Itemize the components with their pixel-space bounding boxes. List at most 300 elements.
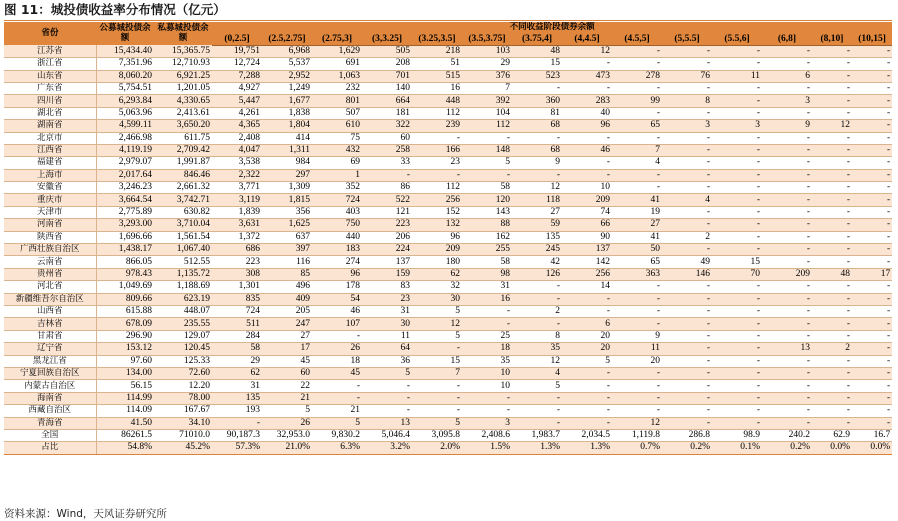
bucket-value-cell: - (712, 132, 762, 144)
bucket-value-cell: 297 (262, 169, 312, 181)
bucket-value-cell: 12 (512, 182, 562, 194)
bucket-value-cell: 57.3% (212, 442, 262, 454)
bucket-value-cell: - (662, 405, 712, 417)
bucket-value-cell: 25 (462, 330, 512, 342)
header-bucket: (4,4.5] (562, 33, 612, 45)
bucket-value-cell: - (512, 392, 562, 404)
private-balance-cell: 1,201.05 (154, 82, 212, 94)
bucket-value-cell: 5,046.4 (362, 429, 412, 441)
bucket-value-cell: 9,830.2 (312, 429, 362, 441)
bucket-value-cell: 135 (212, 392, 262, 404)
bucket-value-cell: 3,119 (212, 194, 262, 206)
bucket-value-cell: 18 (462, 343, 512, 355)
bucket-value-cell: - (662, 392, 712, 404)
bucket-value-cell: 1,301 (212, 281, 262, 293)
bucket-value-cell: - (762, 144, 812, 156)
bucket-value-cell: 7,288 (212, 70, 262, 82)
bucket-value-cell: 274 (312, 256, 362, 268)
header-private-balance: 私募城投债余额 (154, 22, 212, 45)
bucket-value-cell: - (762, 169, 812, 181)
private-balance-cell: 1,067.40 (154, 244, 212, 256)
bucket-value-cell: - (712, 219, 762, 231)
bucket-value-cell: 2 (812, 343, 852, 355)
bucket-value-cell: - (712, 405, 762, 417)
private-balance-cell: 12,710.93 (154, 58, 212, 70)
bucket-value-cell: - (662, 293, 712, 305)
bucket-value-cell: 5 (512, 380, 562, 392)
source-note: 资料来源：Wind，天风证券研究所 (4, 508, 167, 520)
bucket-value-cell: 21 (262, 392, 312, 404)
province-cell: 黑龙江省 (4, 355, 96, 367)
private-balance-cell: 3,650.20 (154, 120, 212, 132)
bucket-value-cell: - (512, 293, 562, 305)
bucket-value-cell: 511 (212, 318, 262, 330)
bucket-value-cell: - (812, 169, 852, 181)
bucket-value-cell: - (662, 144, 712, 156)
bucket-value-cell: - (762, 281, 812, 293)
bucket-value-cell: - (662, 219, 712, 231)
bucket-value-cell: - (812, 157, 852, 169)
bucket-value-cell: 724 (212, 305, 262, 317)
bucket-value-cell: - (312, 392, 362, 404)
private-balance-cell: 34.10 (154, 417, 212, 429)
bucket-value-cell: - (852, 95, 892, 107)
bucket-value-cell: 166 (412, 144, 462, 156)
bucket-value-cell: - (712, 330, 762, 342)
bucket-value-cell: 88 (462, 219, 512, 231)
bucket-value-cell: 5 (562, 355, 612, 367)
bucket-value-cell: 1,815 (262, 194, 312, 206)
bucket-value-cell: - (762, 107, 812, 119)
bucket-value-cell: - (852, 318, 892, 330)
bucket-value-cell: 6 (562, 318, 612, 330)
bucket-value-cell: 126 (512, 268, 562, 280)
bucket-value-cell: - (562, 293, 612, 305)
private-balance-cell: 72.60 (154, 367, 212, 379)
private-balance-cell: 2,661.32 (154, 182, 212, 194)
bucket-value-cell: 41 (612, 194, 662, 206)
bucket-value-cell: 1,804 (262, 120, 312, 132)
bucket-value-cell: - (512, 82, 562, 94)
bucket-value-cell: 10 (462, 367, 512, 379)
table-row (4, 343, 892, 355)
bucket-value-cell: - (712, 45, 762, 57)
bucket-value-cell: 20 (562, 343, 612, 355)
bucket-value-cell: 17 (262, 343, 312, 355)
bucket-value-cell: - (812, 70, 852, 82)
bucket-value-cell: - (712, 157, 762, 169)
bucket-value-cell: - (852, 256, 892, 268)
bucket-value-cell: - (762, 405, 812, 417)
bucket-value-cell: 152 (412, 206, 462, 218)
bucket-value-cell: - (762, 219, 812, 231)
bucket-value-cell: 9 (512, 157, 562, 169)
bucket-value-cell: 99 (612, 95, 662, 107)
bucket-value-cell: 1,309 (262, 182, 312, 194)
bucket-value-cell: - (712, 318, 762, 330)
province-cell: 山东省 (4, 70, 96, 82)
bucket-value-cell: 637 (262, 231, 312, 243)
bucket-value-cell: 12 (612, 417, 662, 429)
bucket-value-cell: 2 (662, 231, 712, 243)
public-balance-cell: 5,754.51 (96, 82, 154, 94)
bucket-value-cell: - (562, 392, 612, 404)
province-cell: 辽宁省 (4, 343, 96, 355)
bucket-value-cell: 42 (512, 256, 562, 268)
table-row (4, 392, 892, 404)
bucket-value-cell: - (512, 281, 562, 293)
bucket-value-cell: - (612, 58, 662, 70)
bucket-value-cell: 4,047 (212, 144, 262, 156)
public-balance-cell: 3,664.54 (96, 194, 154, 206)
private-balance-cell: 3,742.71 (154, 194, 212, 206)
bucket-value-cell: 209 (562, 194, 612, 206)
bucket-value-cell: 245 (512, 244, 562, 256)
table-body (4, 45, 892, 454)
bucket-value-cell: - (762, 330, 812, 342)
bucket-value-cell: - (812, 405, 852, 417)
bucket-value-cell: - (462, 305, 512, 317)
header-bucket: (3.5,3.75] (462, 33, 512, 45)
bucket-value-cell: - (812, 45, 852, 57)
private-balance-cell: 512.55 (154, 256, 212, 268)
private-balance-cell: 1,135.72 (154, 268, 212, 280)
bucket-value-cell: 96 (562, 120, 612, 132)
bucket-value-cell: - (762, 293, 812, 305)
bucket-value-cell: - (662, 380, 712, 392)
province-cell: 湖北省 (4, 107, 96, 119)
table-row (4, 45, 892, 57)
bucket-value-cell: 120 (462, 194, 512, 206)
bucket-value-cell: 81 (512, 107, 562, 119)
bucket-value-cell: 12 (412, 318, 462, 330)
bucket-value-cell: - (662, 367, 712, 379)
bucket-value-cell: - (852, 405, 892, 417)
table-row (4, 82, 892, 94)
table-row (4, 293, 892, 305)
bucket-value-cell: 46 (562, 144, 612, 156)
private-balance-cell: 125.33 (154, 355, 212, 367)
bucket-value-cell: - (852, 367, 892, 379)
bucket-value-cell: - (462, 169, 512, 181)
bucket-value-cell: 691 (312, 58, 362, 70)
bucket-value-cell: - (612, 367, 662, 379)
bucket-value-cell: 0.2% (662, 442, 712, 454)
bucket-value-cell: - (852, 380, 892, 392)
bucket-value-cell: 286.8 (662, 429, 712, 441)
bucket-value-cell: 414 (262, 132, 312, 144)
bucket-value-cell: 10 (462, 380, 512, 392)
bucket-value-cell: 112 (412, 182, 462, 194)
bucket-value-cell: 62 (412, 268, 462, 280)
header-bucket: (10,15] (852, 33, 892, 45)
bucket-value-cell: - (712, 194, 762, 206)
bucket-value-cell: 750 (312, 219, 362, 231)
province-cell: 安徽省 (4, 182, 96, 194)
public-balance-cell: 2,466.98 (96, 132, 154, 144)
bucket-value-cell: 206 (362, 231, 412, 243)
province-cell: 河北省 (4, 281, 96, 293)
public-balance-cell: 86261.5 (96, 429, 154, 441)
bucket-value-cell: 20 (562, 330, 612, 342)
province-cell: 重庆市 (4, 194, 96, 206)
bucket-value-cell: 45 (312, 367, 362, 379)
bucket-value-cell: 137 (362, 256, 412, 268)
bucket-value-cell: - (762, 231, 812, 243)
bucket-value-cell: 2,408 (212, 132, 262, 144)
bucket-value-cell: - (712, 169, 762, 181)
bucket-value-cell: 48 (512, 45, 562, 57)
figure-title: 图 11：城投债收益率分布情况（亿元） (4, 2, 226, 17)
bucket-value-cell: 1,839 (212, 206, 262, 218)
bucket-value-cell: 209 (762, 268, 812, 280)
province-cell: 山西省 (4, 305, 96, 317)
province-cell: 西藏自治区 (4, 405, 96, 417)
bucket-value-cell: 610 (312, 120, 362, 132)
table-row (4, 144, 892, 156)
bucket-value-cell: - (462, 392, 512, 404)
bucket-value-cell: 32 (412, 281, 462, 293)
bucket-value-cell: - (612, 405, 662, 417)
public-balance-cell: 678.09 (96, 318, 154, 330)
table-row (4, 380, 892, 392)
bucket-value-cell: - (812, 107, 852, 119)
bucket-value-cell: 7 (612, 144, 662, 156)
bucket-value-cell: 8 (512, 330, 562, 342)
public-balance-cell: 866.05 (96, 256, 154, 268)
public-balance-cell: 978.43 (96, 268, 154, 280)
bucket-value-cell: - (852, 120, 892, 132)
bucket-value-cell: - (662, 343, 712, 355)
bucket-value-cell: - (762, 194, 812, 206)
bucket-value-cell: - (762, 392, 812, 404)
table-row (4, 194, 892, 206)
bucket-value-cell: - (412, 392, 462, 404)
bucket-value-cell: - (852, 194, 892, 206)
public-balance-cell: 97.60 (96, 355, 154, 367)
bucket-value-cell: - (712, 305, 762, 317)
bucket-value-cell: 68 (512, 120, 562, 132)
public-balance-cell: 6,293.84 (96, 95, 154, 107)
bucket-value-cell: - (412, 169, 462, 181)
bucket-value-cell: 18 (312, 355, 362, 367)
private-balance-cell: 12.20 (154, 380, 212, 392)
private-balance-cell: 2,413.61 (154, 107, 212, 119)
province-cell: 广东省 (4, 82, 96, 94)
bucket-value-cell: - (512, 132, 562, 144)
bucket-value-cell: 142 (562, 256, 612, 268)
header-bucket: (4.5,5] (612, 33, 662, 45)
bucket-value-cell: 1.3% (512, 442, 562, 454)
table-row (4, 107, 892, 119)
table-row (4, 244, 892, 256)
bucket-value-cell: 31 (462, 281, 512, 293)
bucket-value-cell: - (762, 256, 812, 268)
bucket-value-cell: 16.7 (852, 429, 892, 441)
bucket-value-cell: - (812, 231, 852, 243)
bucket-value-cell: 68 (512, 144, 562, 156)
bucket-value-cell: 5 (412, 330, 462, 342)
bucket-value-cell: - (852, 169, 892, 181)
bucket-value-cell: 41 (612, 231, 662, 243)
bucket-value-cell: 14 (562, 281, 612, 293)
bucket-value-cell: 515 (412, 70, 462, 82)
bucket-value-cell: 20 (612, 355, 662, 367)
province-cell: 广西壮族自治区 (4, 244, 96, 256)
private-balance-cell: 1,561.54 (154, 231, 212, 243)
private-balance-cell: 6,921.25 (154, 70, 212, 82)
header-public-balance: 公募城投债余额 (96, 22, 154, 45)
public-balance-cell: 54.8% (96, 442, 154, 454)
bucket-value-cell: - (662, 244, 712, 256)
bucket-value-cell: - (562, 305, 612, 317)
bucket-value-cell: 1,063 (312, 70, 362, 82)
bucket-value-cell: 3 (462, 417, 512, 429)
bucket-value-cell: - (562, 405, 612, 417)
bucket-value-cell: 507 (312, 107, 362, 119)
bucket-value-cell: - (812, 58, 852, 70)
bucket-value-cell: 218 (412, 45, 462, 57)
bucket-value-cell: 181 (362, 107, 412, 119)
bucket-value-cell: 522 (362, 194, 412, 206)
bucket-value-cell: - (612, 107, 662, 119)
bucket-value-cell: 64 (362, 343, 412, 355)
private-balance-cell: 3,710.04 (154, 219, 212, 231)
bucket-value-cell: - (662, 107, 712, 119)
bucket-value-cell: - (612, 132, 662, 144)
bucket-value-cell: - (712, 95, 762, 107)
table-row (4, 157, 892, 169)
bucket-value-cell: - (852, 244, 892, 256)
bucket-value-cell: - (852, 330, 892, 342)
bucket-value-cell: - (562, 82, 612, 94)
province-cell: 海南省 (4, 392, 96, 404)
bucket-value-cell: 65 (612, 120, 662, 132)
bucket-value-cell: 255 (462, 244, 512, 256)
bucket-value-cell: 66 (562, 219, 612, 231)
bucket-value-cell: 121 (362, 206, 412, 218)
private-balance-cell: 45.2% (154, 442, 212, 454)
bucket-value-cell: 4 (612, 157, 662, 169)
public-balance-cell: 1,438.17 (96, 244, 154, 256)
bucket-value-cell: - (712, 392, 762, 404)
public-balance-cell: 3,246.23 (96, 182, 154, 194)
bucket-value-cell: 2,408.6 (462, 429, 512, 441)
bucket-value-cell: - (712, 355, 762, 367)
province-cell: 宁夏回族自治区 (4, 367, 96, 379)
bucket-value-cell: 51 (412, 58, 462, 70)
bucket-value-cell: 16 (462, 293, 512, 305)
bucket-value-cell: 223 (362, 219, 412, 231)
bucket-value-cell: 22 (262, 380, 312, 392)
table-row (4, 256, 892, 268)
bucket-value-cell: - (562, 157, 612, 169)
bucket-value-cell: 0.2% (762, 442, 812, 454)
bucket-value-cell: - (362, 380, 412, 392)
bucket-value-cell: - (812, 244, 852, 256)
bucket-value-cell: - (462, 318, 512, 330)
bucket-value-cell: - (812, 367, 852, 379)
bucket-value-cell: 178 (312, 281, 362, 293)
bucket-value-cell: 140 (362, 82, 412, 94)
bucket-value-cell: 11 (712, 70, 762, 82)
bucket-value-cell: 35 (462, 355, 512, 367)
header-bucket: (2.75,3] (312, 33, 362, 45)
bucket-value-cell: 664 (362, 95, 412, 107)
bucket-value-cell: 98 (462, 268, 512, 280)
bucket-value-cell: - (662, 82, 712, 94)
bucket-value-cell: - (712, 281, 762, 293)
bucket-value-cell: 12,724 (212, 58, 262, 70)
public-balance-cell: 41.50 (96, 417, 154, 429)
bucket-value-cell: - (812, 132, 852, 144)
bucket-value-cell: 0.7% (612, 442, 662, 454)
bucket-value-cell: 45 (262, 355, 312, 367)
bucket-value-cell: - (762, 367, 812, 379)
bucket-value-cell: 62 (212, 367, 262, 379)
private-balance-cell: 1,188.69 (154, 281, 212, 293)
private-balance-cell: 167.67 (154, 405, 212, 417)
province-cell: 湖南省 (4, 120, 96, 132)
bucket-value-cell: - (762, 45, 812, 57)
private-balance-cell: 1,991.87 (154, 157, 212, 169)
bucket-value-cell: - (662, 206, 712, 218)
table-row (4, 417, 892, 429)
bucket-value-cell: 2 (512, 305, 562, 317)
bucket-value-cell: - (812, 256, 852, 268)
bucket-value-cell: - (612, 169, 662, 181)
bucket-value-cell: 3 (662, 120, 712, 132)
header-bucket: (0,2.5] (212, 33, 262, 45)
bucket-value-cell: 103 (462, 45, 512, 57)
private-balance-cell: 15,365.75 (154, 45, 212, 57)
bucket-value-cell: 4 (512, 367, 562, 379)
bucket-value-cell: 143 (462, 206, 512, 218)
bucket-value-cell: 247 (262, 318, 312, 330)
bucket-value-cell: - (612, 281, 662, 293)
bucket-value-cell: - (612, 318, 662, 330)
bucket-value-cell: 1,983.7 (512, 429, 562, 441)
bucket-value-cell: 112 (462, 120, 512, 132)
bucket-value-cell: - (662, 281, 712, 293)
bucket-value-cell: 74 (562, 206, 612, 218)
bucket-value-cell: 258 (362, 144, 412, 156)
bucket-value-cell: 8 (662, 95, 712, 107)
bucket-value-cell: - (562, 367, 612, 379)
table-row (4, 442, 892, 454)
bucket-value-cell: 10 (562, 182, 612, 194)
bucket-value-cell: 256 (562, 268, 612, 280)
header-yield-group: 不同收益阶段债券余额 (212, 22, 892, 33)
bucket-value-cell: 85 (262, 268, 312, 280)
bucket-value-cell: - (712, 182, 762, 194)
bucket-value-cell: 69 (312, 157, 362, 169)
bucket-value-cell: - (412, 405, 462, 417)
province-cell: 天津市 (4, 206, 96, 218)
bucket-value-cell: 5 (262, 405, 312, 417)
bucket-value-cell: 26 (312, 343, 362, 355)
private-balance-cell: 448.07 (154, 305, 212, 317)
bucket-value-cell: 4,365 (212, 120, 262, 132)
bucket-value-cell: 96 (312, 268, 362, 280)
bucket-value-cell: - (812, 219, 852, 231)
bucket-value-cell: 70 (712, 268, 762, 280)
bucket-value-cell: - (712, 293, 762, 305)
bucket-value-cell: - (812, 330, 852, 342)
bucket-value-cell: 1,677 (262, 95, 312, 107)
bucket-value-cell: 7 (412, 367, 462, 379)
bucket-value-cell: - (812, 380, 852, 392)
